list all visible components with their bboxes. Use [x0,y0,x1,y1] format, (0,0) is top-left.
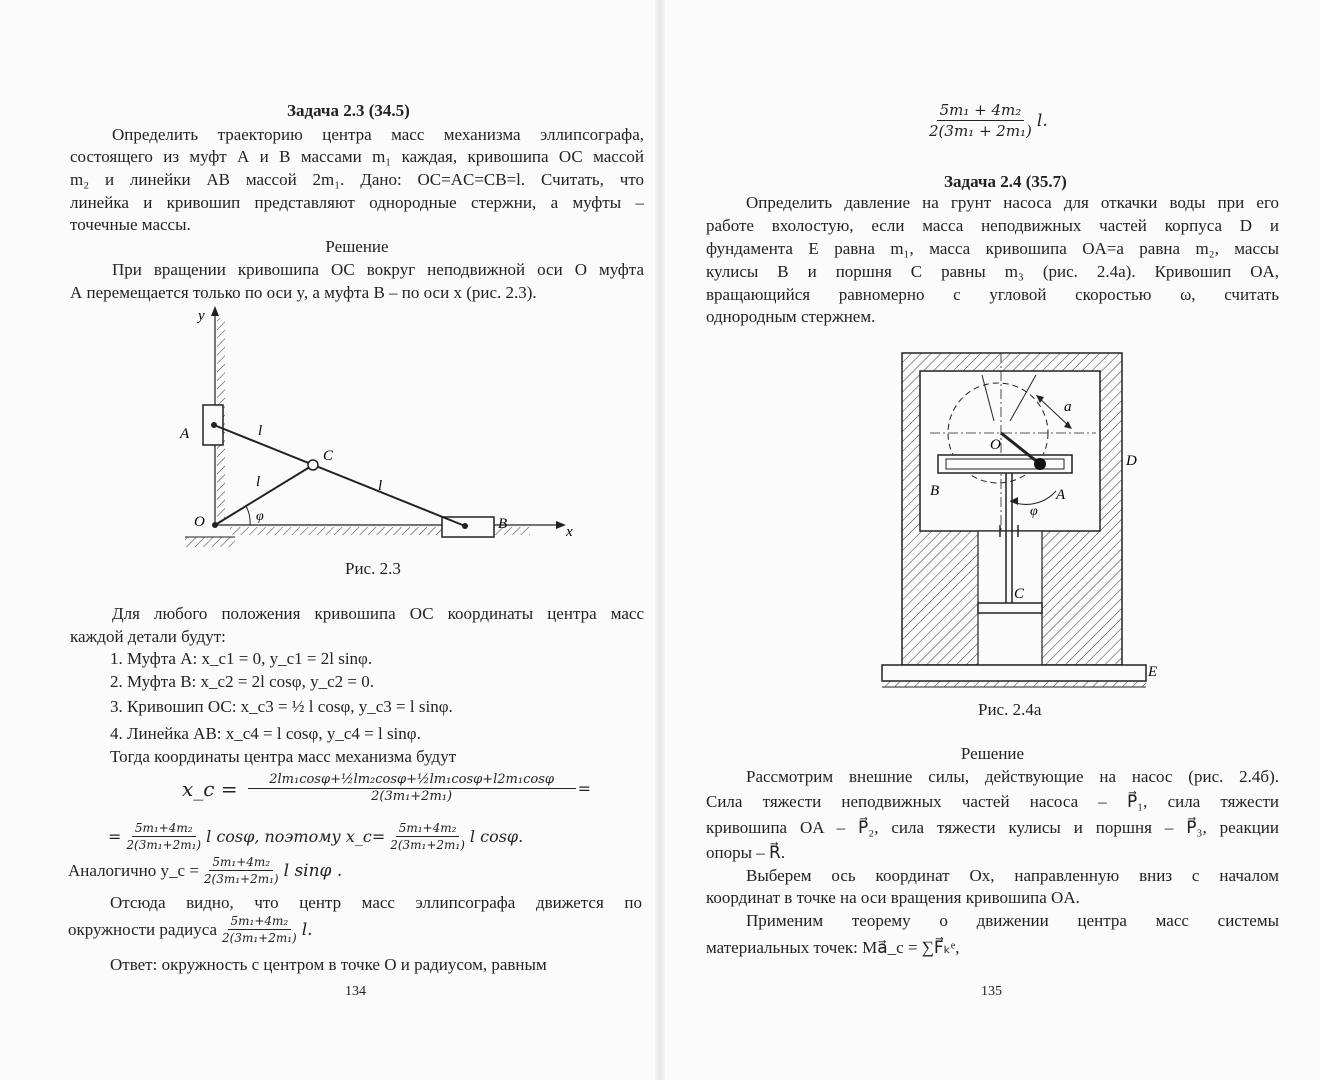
intro-line: вращающийся равномерно с угловой скоростью ω, считать [706,285,1279,304]
xc-equation [182,772,591,805]
crank-oc [215,465,313,525]
solution-line: Сила тяжести неподвижных частей насоса – P⃗₁, сила тяжести [706,792,1279,811]
label-l: l [256,474,261,490]
conclusion-line: Отсюда видно, что центр масс эллипсографа движется по [110,893,642,912]
figure-caption: Рис. 2.4а [978,700,1042,719]
intro-line: фундамента E равна m₁, масса кривошипа OA=a равна m₂, массы [706,239,1279,258]
solution-line: А перемещается только по оси y, а муфта В – по оси x (рис. 2.3). [70,283,537,302]
rod-ab [214,425,465,526]
label-l: l [258,423,263,439]
label-a-dim: a [1064,399,1072,415]
label-x: x [566,524,573,540]
axis-line: координат в точке на оси вращения кривошипа OA. [706,888,1080,907]
intro-line: однородным стержнем. [706,307,876,326]
label-phi: φ [1030,504,1038,519]
label-y: y [198,308,205,324]
intro-line: состоящего из муфт А и В массами m₁ каждая, кривошипа ОС массой [70,147,644,166]
foundation-e [882,665,1146,681]
label-c: C [1014,586,1025,602]
axis-line: Выберем ось координат Ox, направленную вниз с началом [746,866,1279,885]
solution-title: Решение [960,744,1025,763]
hinge-c [308,460,318,470]
label-b: B [930,483,940,499]
theorem-line: Применим теорему о движении центра масс системы [746,911,1279,930]
x-arrow-icon [556,521,566,529]
intro-line: работе вхолостую, если масса неподвижных частей корпуса D и [706,216,1279,235]
cylinder [978,531,1042,665]
frac-denominator: 2(3m₁+2m₁) [390,838,465,852]
coord-intro-line: каждой детали будут: [70,627,226,646]
label-b: B [498,516,508,532]
label-e: E [1148,664,1158,680]
problem-heading: Задача 2.3 (34.5) [287,101,410,120]
xc-denominator: 2(3m₁+2m₁) [371,789,453,804]
book-gutter [655,0,665,1080]
xc-label: x_c = [182,776,238,801]
then-text: Тогда координаты центра масс механизма будут [110,747,457,766]
list-item: 2. Муфта В: x_c2 = 2l cosφ, y_c2 = 0. [110,672,374,691]
frac-numerator: 5m₁+4m₂ [209,854,273,871]
label-a: A [180,426,190,442]
answer-text: Ответ: окружность с центром в точке О и радиусом, равным [110,955,547,974]
chamber [920,371,1100,531]
intro-line: m₂ и линейки АВ массой 2m₁. Дано: OC=AC=CB=l. Считать, что [70,170,644,189]
frac-end: l. [1036,110,1048,131]
equals-sign: = [577,779,592,798]
list-item: 1. Муфта А: x_c1 = 0, y_c1 = 2l sinφ. [110,649,373,668]
pump-figure [860,345,1170,695]
frac-denominator: 2(3m₁+2m₁) [203,872,279,886]
xc-simplified [108,820,523,853]
page-number-right: 135 [981,984,1002,999]
piston-c [978,603,1042,613]
eq-mid: l cosφ, поэтому x_c= [206,827,386,846]
pivot-o [212,522,218,528]
equals-sign: = [108,827,122,846]
coord-intro-line: Для любого положения кривошипа ОС координаты центра масс [112,604,644,623]
solution-line: Рассмотрим внешние силы, действующие на насос (рис. 2.4б). [746,767,1279,786]
conclusion-line-2 [68,913,313,946]
y-arrow-icon [211,306,219,316]
label-a: A [1056,487,1066,503]
intro-line: Определить давление на грунт насоса для откачки воды при его [746,193,1279,212]
intro-line: кулисы B и поршня C равны m₃ (рис. 2.4а). Кривошип OA, [706,262,1279,281]
solution-line: опоры – R⃗. [706,843,786,862]
list-item: 3. Кривошип ОС: x_c3 = ½ l cosφ, y_c3 = l sinφ. [110,697,453,716]
pivot-ground [185,537,235,547]
intro-line: линейка и кривошип представляют однородные стержни, а муфты – [70,193,644,212]
top-fraction [924,100,1048,141]
solution-line: кривошипа OA – P⃗₂, сила тяжести кулисы и поршня – P⃗₃, реакции [706,818,1279,837]
yc-equation [68,854,342,887]
analog-prefix: Аналогично y_c = [68,860,199,880]
frac-denominator: 2(3m₁ + 2m₁) [929,122,1032,140]
frac-numerator: 5m₁+4m₂ [396,820,460,837]
frac-denominator: 2(3m₁+2m₁) [126,838,202,852]
conclusion-text: окружности радиуса [68,919,217,939]
joint-a [1034,458,1046,470]
figure-caption: Рис. 2.3 [345,559,401,578]
phi-arc [246,506,250,525]
label-phi: φ [256,509,264,524]
intro-line: Определить траекторию центра масс механизма эллипсографа, [112,125,644,144]
label-c: C [323,448,334,464]
label-l: l [378,478,383,494]
problem-heading: Задача 2.4 (35.7) [944,172,1067,191]
xc-numerator: 2lm₁cosφ+½lm₂cosφ+½lm₁cosφ+l2m₁cosφ [248,772,576,789]
conclusion-end: l. [301,919,313,940]
theorem-line: материальных точек: Ma⃗_c = ∑F⃗ₖᵉ, [706,938,960,957]
page-number-left: 134 [345,984,366,999]
frac-denominator: 2(3m₁+2m₁) [222,931,297,945]
list-item: 4. Линейка АВ: x_c4 = l cosφ, y_c4 = l sinφ. [110,724,421,743]
label-o: O [990,437,1001,453]
frac-numerator: 5m₁+4m₂ [228,913,292,930]
ellipsograph-figure [170,300,590,558]
label-d: D [1126,453,1137,469]
eq-end: l cosφ. [469,827,524,846]
label-o: O [194,514,205,530]
intro-line: точечные массы. [70,215,191,234]
solution-line: При вращении кривошипа ОС вокруг неподвижной оси О муфта [112,260,644,279]
frac-numerator: 5m₁ + 4m₂ [937,100,1025,121]
frac-numerator: 5m₁+4m₂ [132,820,196,837]
analog-end: l sinφ . [283,860,343,881]
solution-title: Решение [325,237,389,256]
